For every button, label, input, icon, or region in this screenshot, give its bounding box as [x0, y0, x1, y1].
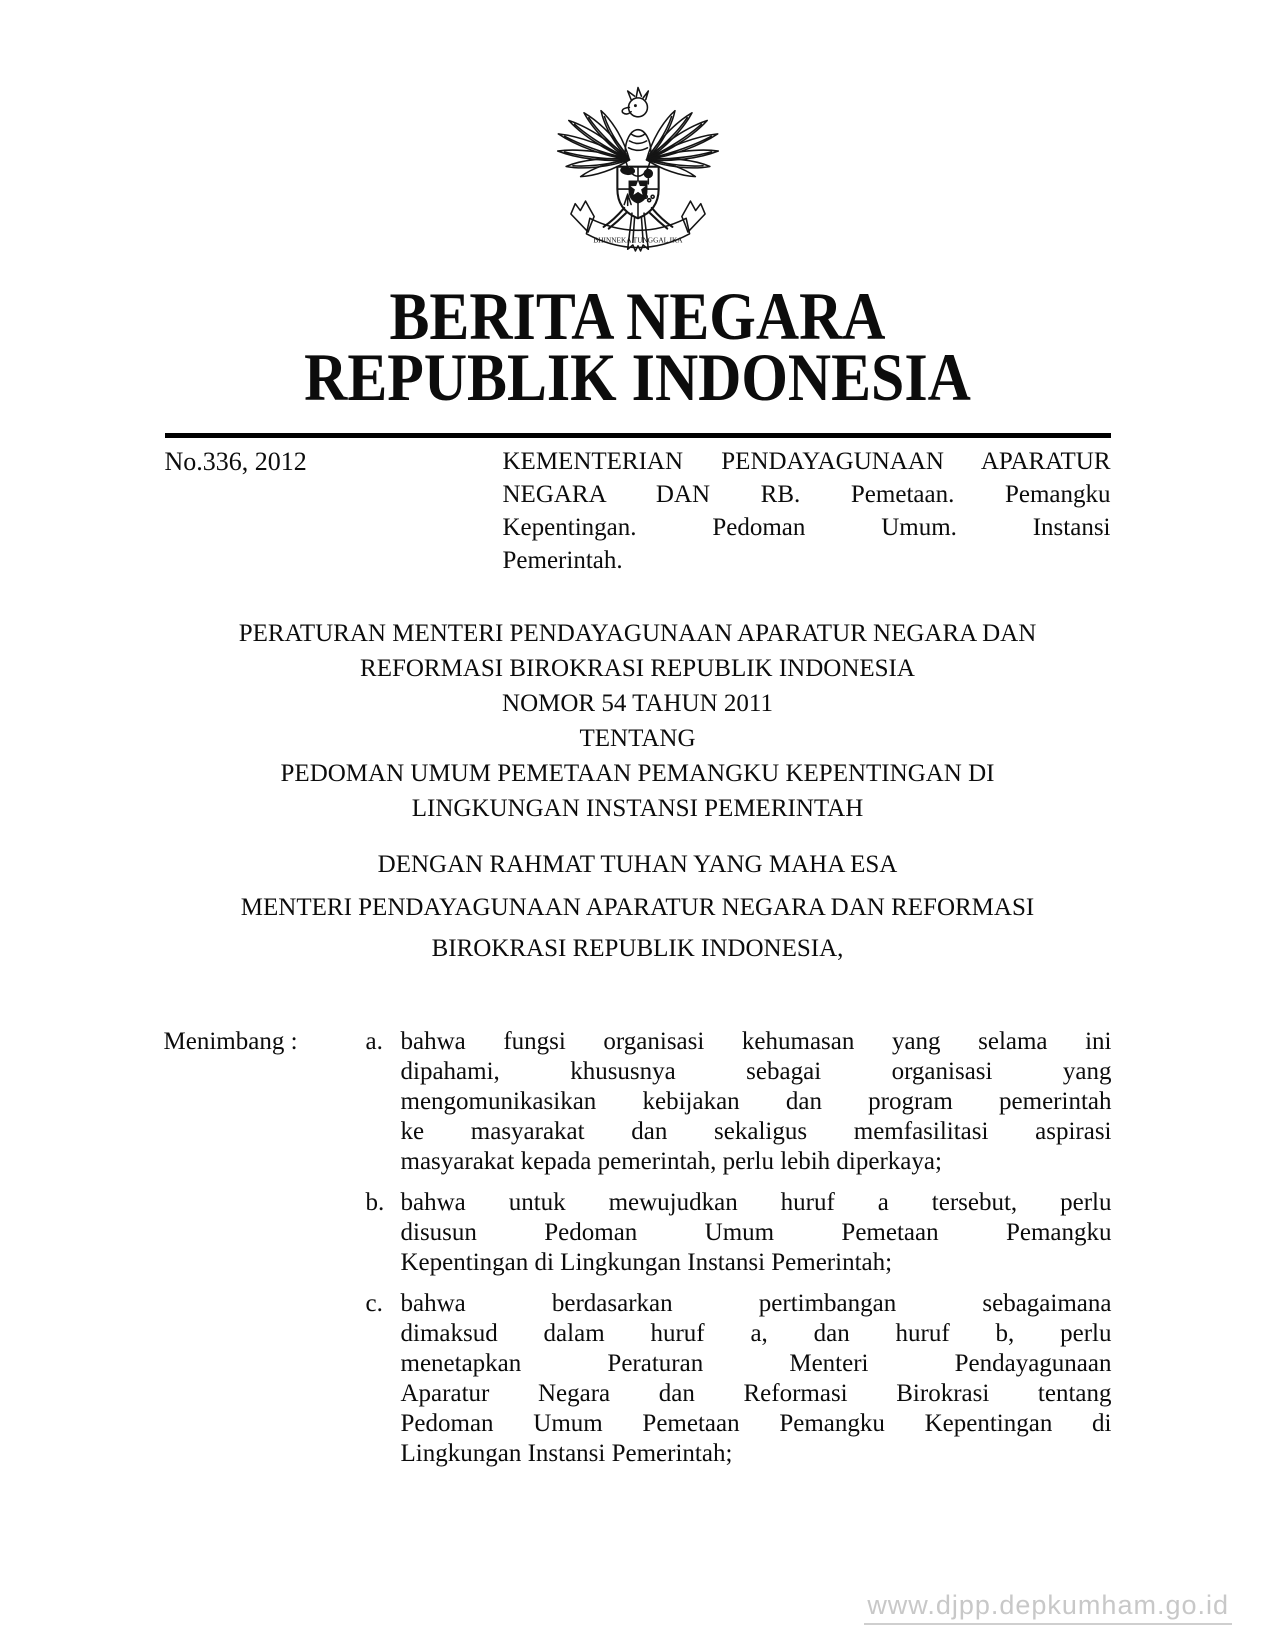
watermark-url: www.djpp.depkumham.go.id: [864, 1590, 1232, 1625]
item-line: ke masyarakat dan sekaligus memfasilitasi aspirasi: [400, 1118, 1112, 1145]
item-line: masyarakat kepada pemerintah, perlu lebih diperkaya;: [400, 1148, 942, 1175]
item-line: dipahami, khususnya sebagai organisasi yang: [400, 1058, 1112, 1085]
masthead-line-2: REPUBLIK INDONESIA: [304, 339, 971, 415]
authority-line: MENTERI PENDAYAGUNAAN APARATUR NEGARA DAN REFORMASI: [240, 894, 1035, 921]
garuda-body: [622, 88, 651, 177]
gazette-header: [165, 445, 1111, 577]
item-text: [401, 1027, 1112, 1177]
considering-label: Menimbang :: [163, 1028, 298, 1055]
considering-item-a: [366, 1027, 1112, 1177]
item-line: Lingkungan Instansi Pemerintah;: [400, 1440, 733, 1467]
item-line: bahwa untuk mewujudkan huruf a tersebut, perlu: [400, 1189, 1112, 1216]
banner-motto-text: BHINNEKA TUNGGAL IKA: [592, 235, 683, 245]
item-line: Aparatur Negara dan Reformasi Birokrasi tentang: [400, 1380, 1112, 1407]
gazette-subject-line: KEMENTERIAN PENDAYAGUNAAN APARATUR: [502, 448, 1111, 475]
regulation-tentang: TENTANG: [579, 725, 696, 752]
item-line: Pedoman Umum Pemetaan Pemangku Kepentingan di: [400, 1410, 1112, 1437]
item-line: menetapkan Peraturan Menteri Pendayagunaan: [400, 1350, 1112, 1377]
regulation-subject-line: PEDOMAN UMUM PEMETAAN PEMANGKU KEPENTINGAN DI: [280, 760, 995, 787]
gazette-subject-line: NEGARA DAN RB. Pemetaan. Pemangku: [502, 481, 1111, 508]
gazette-subject: [503, 445, 1111, 577]
garuda-pancasila-emblem: [0, 0, 1275, 270]
item-line: mengomunikasikan kebijakan dan program pemerintah: [400, 1088, 1112, 1115]
authority-line: BIROKRASI REPUBLIK INDONESIA,: [431, 935, 844, 962]
gazette-subject-line: Kepentingan. Pedoman Umum. Instansi: [502, 514, 1111, 541]
masthead: [0, 278, 1275, 415]
bull-symbol: [620, 166, 635, 175]
regulation-title: [0, 616, 1275, 826]
regulation-number: NOMOR 54 TAHUN 2011: [502, 690, 773, 717]
item-line: Kepentingan di Lingkungan Instansi Pemerintah;: [400, 1249, 893, 1276]
considering-items: [366, 1027, 1112, 1480]
regulation-title-line: PERATURAN MENTERI PENDAYAGUNAAN APARATUR NEGARA DAN: [238, 620, 1037, 647]
item-line: disusun Pedoman Umum Pemetaan Pemangku: [400, 1219, 1112, 1246]
item-text: [401, 1188, 1112, 1278]
item-marker: b.: [365, 1189, 385, 1216]
considering-item-c: [366, 1289, 1112, 1469]
item-text: [401, 1289, 1112, 1469]
considering-item-b: [366, 1188, 1112, 1278]
garuda-icon: [552, 84, 724, 270]
item-line: bahwa fungsi organisasi kehumasan yang selama ini: [400, 1028, 1112, 1055]
item-marker: c.: [365, 1290, 383, 1317]
regulation-subject-line: LINGKUNGAN INSTANSI PEMERINTAH: [411, 795, 864, 822]
masthead-line-1: BERITA NEGARA: [389, 278, 886, 354]
masthead-rule: [165, 433, 1111, 438]
authority: [0, 887, 1275, 969]
pancasila-shield: [617, 166, 658, 218]
gazette-subject-line: Pemerintah.: [502, 547, 623, 574]
item-line: bahwa berdasarkan pertimbangan sebagaimana: [400, 1290, 1112, 1317]
item-line: dimaksud dalam huruf a, dan huruf b, perlu: [400, 1320, 1112, 1347]
considering-section: [164, 1027, 1112, 1480]
regulation-title-line: REFORMASI BIROKRASI REPUBLIK INDONESIA: [360, 655, 915, 682]
gazette-number: No.336, 2012: [164, 447, 307, 476]
item-marker: a.: [365, 1028, 383, 1055]
invocation: DENGAN RAHMAT TUHAN YANG MAHA ESA: [377, 851, 898, 878]
